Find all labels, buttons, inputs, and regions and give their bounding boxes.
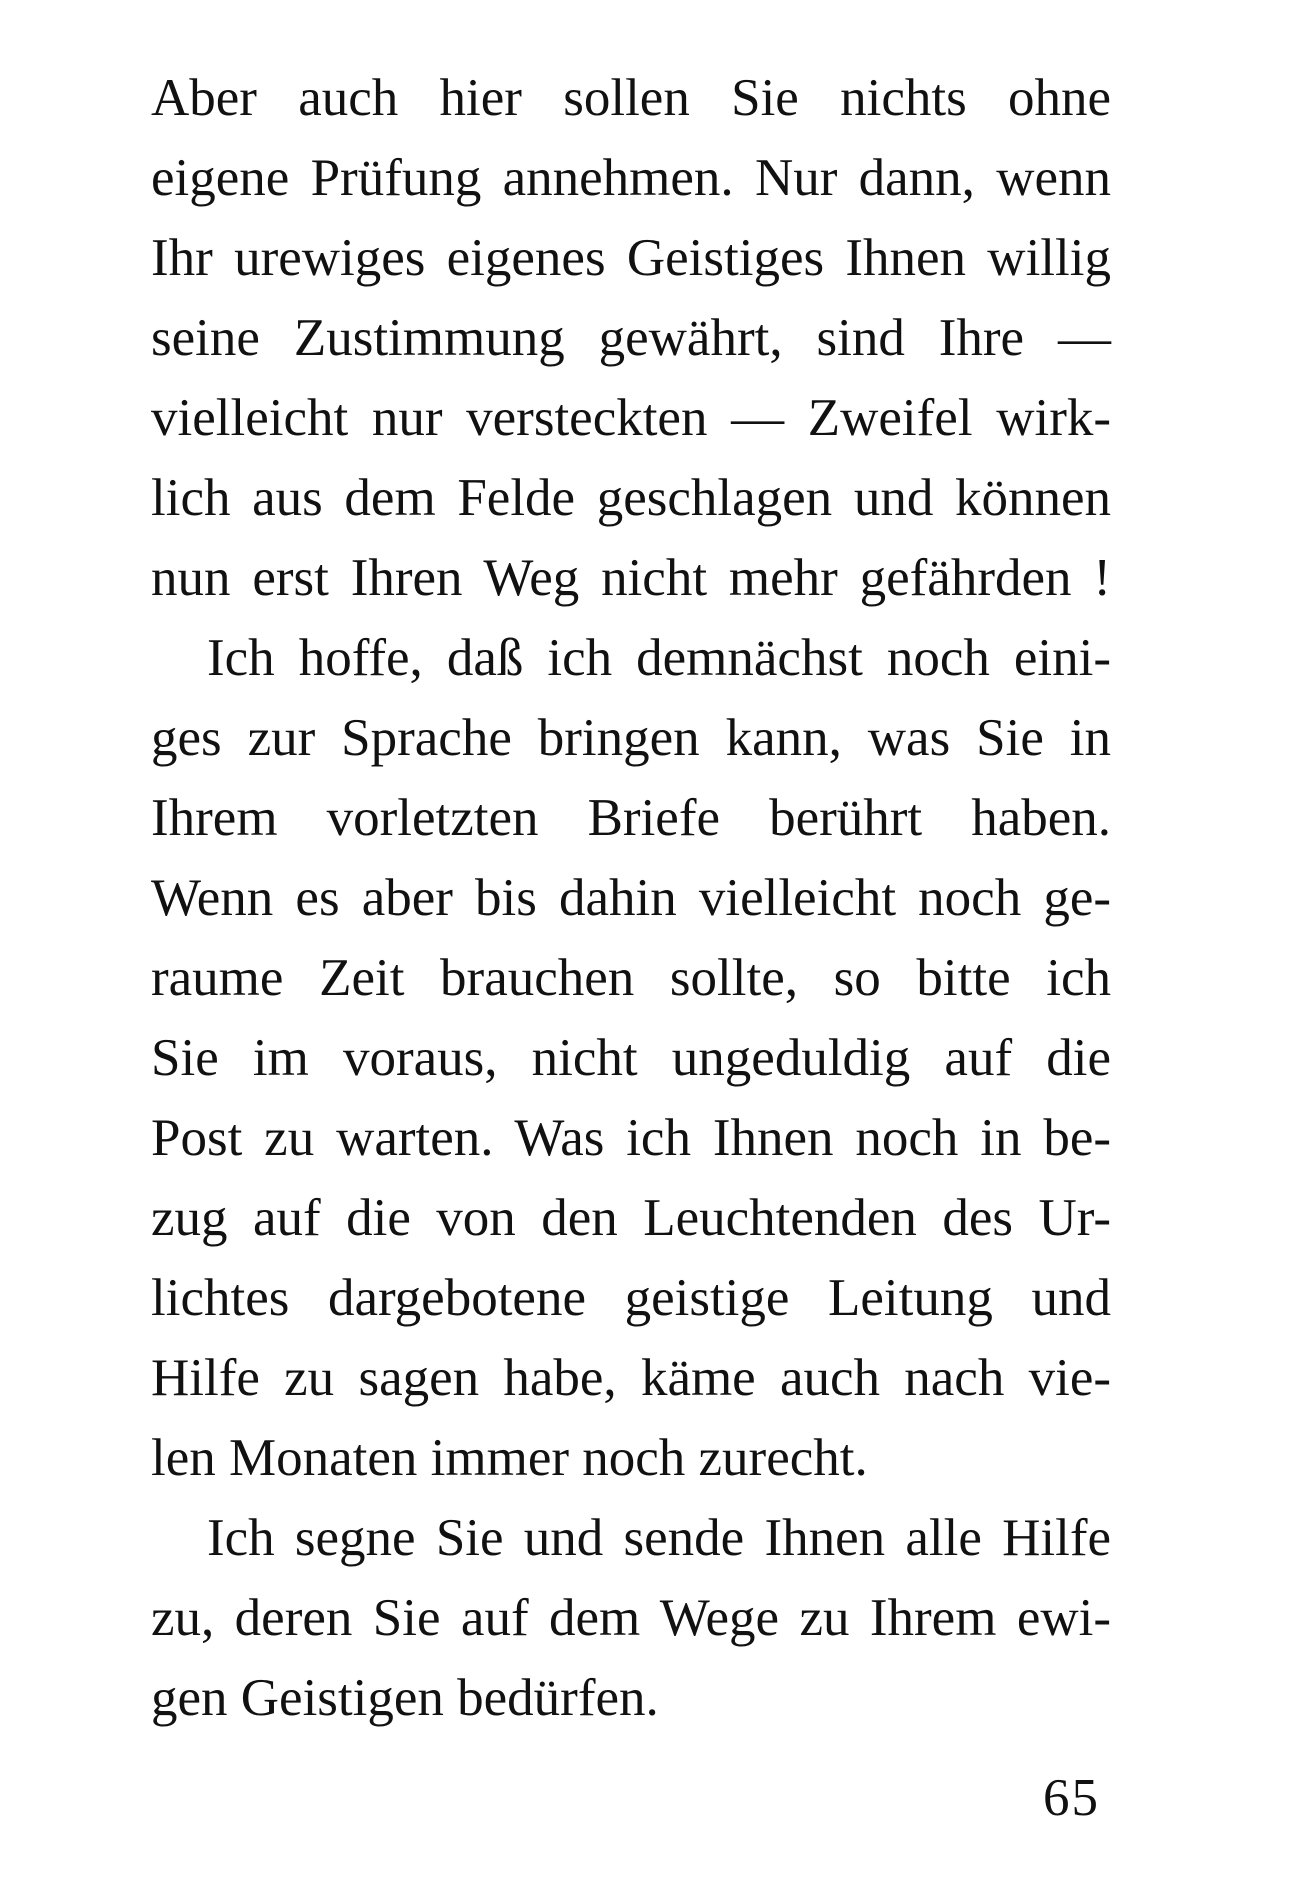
text-line: seine Zustimmung gewährt, sind Ihre —: [151, 309, 1111, 367]
text-line: Post zu warten. Was ich Ihnen noch in be-: [151, 1109, 1111, 1167]
text-line: Ich segne Sie und sende Ihnen alle Hilfe: [207, 1509, 1111, 1567]
text-line: gen Geistigen bedürfen.: [151, 1669, 659, 1727]
text-line: Aber auch hier sollen Sie nichts ohne: [151, 69, 1111, 127]
text-line: Ich hoffe, daß ich demnächst noch eini-: [207, 629, 1111, 687]
text-line: nun erst Ihren Weg nicht mehr gefährden !: [151, 549, 1111, 607]
text-line: zu, deren Sie auf dem Wege zu Ihrem ewi-: [151, 1589, 1111, 1647]
text-line: Wenn es aber bis dahin vielleicht noch ge-: [151, 869, 1111, 927]
text-line: raume Zeit brauchen sollte, so bitte ich: [151, 949, 1111, 1007]
text-line: ges zur Sprache bringen kann, was Sie in: [151, 709, 1111, 767]
text-line: eigene Prüfung annehmen. Nur dann, wenn: [151, 149, 1111, 207]
page-number: 65: [1043, 1769, 1100, 1827]
paragraph-1: [151, 58, 1111, 618]
text-line: lich aus dem Felde geschlagen und können: [151, 469, 1111, 527]
body-text: [151, 58, 1111, 1738]
text-line: Ihr urewiges eigenes Geistiges Ihnen willig: [151, 229, 1111, 287]
text-line: Ihrem vorletzten Briefe berührt haben.: [151, 789, 1111, 847]
text-line: vielleicht nur versteckten — Zweifel wirk-: [151, 389, 1111, 447]
text-line: lichtes dargebotene geistige Leitung und: [151, 1269, 1111, 1327]
paragraph-2: [151, 618, 1111, 1498]
text-line: Hilfe zu sagen habe, käme auch nach vie-: [151, 1349, 1111, 1407]
text-line: len Monaten immer noch zurecht.: [151, 1429, 868, 1487]
text-line: Sie im voraus, nicht ungeduldig auf die: [151, 1029, 1111, 1087]
text-line: zug auf die von den Leuchtenden des Ur-: [151, 1189, 1111, 1247]
paragraph-3: [151, 1498, 1111, 1738]
